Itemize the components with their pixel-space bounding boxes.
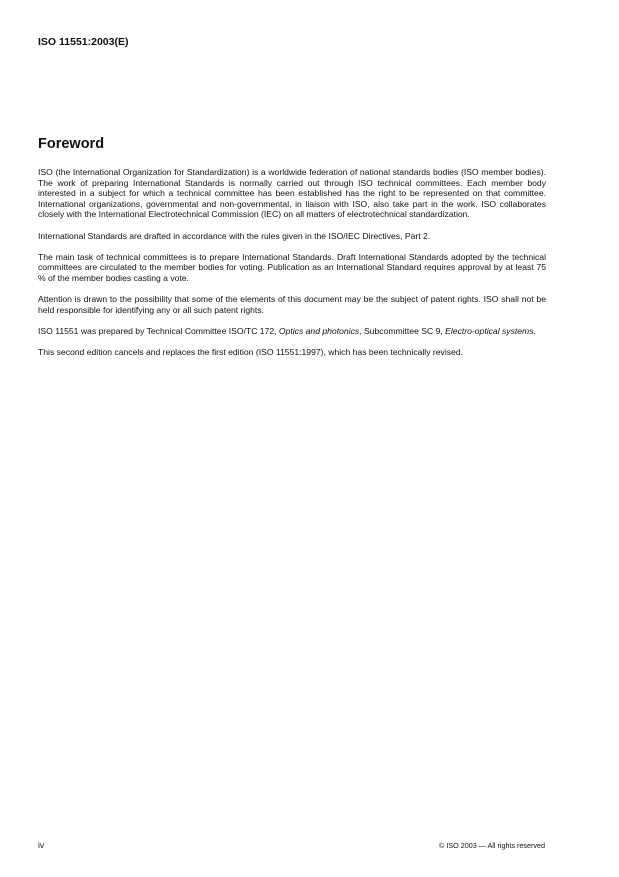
copyright-notice: © ISO 2003 — All rights reserved (439, 841, 545, 850)
paragraph-prepared-by (38, 326, 546, 337)
period: . (533, 325, 536, 336)
paragraph-iso-federation: ISO (the International Organization for Standardization) is a worldwide federation of national standards bodies (ISO member bodies). The work of preparing International Standards is normally carried out through ISO technical committees. Each member body interested in a subject for which a technical committee has been established has the right to be represented on that committee. International organizations, governmental and non-governmental, in liaison with ISO, also take part in the work. ISO collaborates closely with the International Electrotechnical Commission (IEC) on all matters of electrotechnical standardization. (38, 167, 546, 220)
paragraph-directives: International Standards are drafted in accordance with the rules given in the ISO/IEC Directives, Part 2. (38, 230, 431, 241)
subcommittee-text: , Subcommittee SC 9, (359, 325, 446, 336)
prepared-by-text: ISO 11551 was prepared by Technical Committee ISO/TC 172, (38, 325, 279, 336)
paragraph-patent-rights: Attention is drawn to the possibility that some of the elements of this document may be the subject of patent rights. ISO shall not be held responsible for identifying any or all such patent rights. (38, 294, 546, 315)
subcommittee-name: Electro-optical systems (445, 325, 534, 336)
document-id-header: ISO 11551:2003(E) (38, 36, 129, 48)
paragraph-edition: This second edition cancels and replaces the first edition (ISO 11551:1997), which has been technically revised. (38, 347, 463, 358)
page-number: iv (38, 840, 45, 850)
foreword-body (38, 167, 546, 368)
paragraph-technical-committees: The main task of technical committees is to prepare International Standards. Draft International Standards adopted by the technical committees are circulated to the member bodies for voting. Publication as an International Standard requires approval by at least 75 % of the member bodies casting a vote. (38, 251, 546, 283)
section-title: Foreword (38, 136, 105, 152)
committee-name: Optics and photonics (278, 325, 360, 336)
